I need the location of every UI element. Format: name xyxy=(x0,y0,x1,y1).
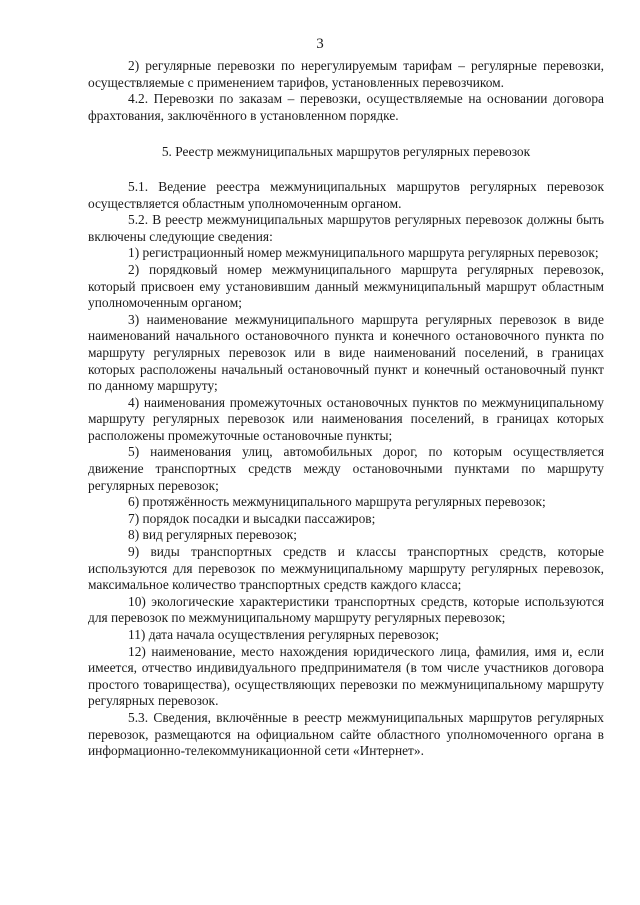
page-number: 3 xyxy=(316,36,324,52)
list-item-6: 6) протяжённость межмуниципального маршрута регулярных перевозок; xyxy=(128,494,546,510)
item-5-3: 5.3. Сведения, включённые в реестр межмуниципальных маршрутов регулярных перевозок, размещаются на официальном сайте областного уполномоченного органа в информационно-телекоммуникационной сети «Интернет». xyxy=(88,709,604,759)
item-5-2: 5.2. В реестр межмуниципальных маршрутов регулярных перевозок должны быть включены следующие сведения: xyxy=(88,212,604,244)
list-item-5: 5) наименования улиц, автомобильных дорог, по которым осуществляется движение транспортных средств между остановочными пунктами по маршруту регулярных перевозок; xyxy=(88,444,604,493)
list-item-7: 7) порядок посадки и высадки пассажиров; xyxy=(128,510,376,526)
list-item-9: 9) виды транспортных средств и классы транспортных средств, которые используются для перевозок по межмуниципальному маршруту регулярных перевозок, максимальное количество транспортных средств каждого класса; xyxy=(88,544,604,593)
list-item-2: 2) порядковый номер межмуниципального маршрута регулярных перевозок, который присвоен ему установившим данный межмуниципальный маршрут областным уполномоченным органом; xyxy=(88,261,604,311)
list-item-11: 11) дата начала осуществления регулярных перевозок; xyxy=(128,627,440,642)
list-item-1: 1) регистрационный номер межмуниципального маршрута регулярных перевозок; xyxy=(128,245,599,261)
list-item-3: 3) наименование межмуниципального маршрута регулярных перевозок в виде наименований начального остановочного пункта и конечного остановочного пункта по маршруту регулярных перевозок или в виде наименований поселений, в границах которых расположены начальный остановочный пункт и конечный остановочный пункт по данному маршруту; xyxy=(88,311,604,394)
item-5-1: 5.1. Ведение реестра межмуниципальных маршрутов регулярных перевозок осуществляется областным уполномоченным органом. xyxy=(88,178,604,211)
section-heading: 5. Реестр межмуниципальных маршрутов регулярных перевозок xyxy=(161,144,531,160)
list-item-4: 4) наименования промежуточных остановочных пунктов по межмуниципальному маршруту регулярных перевозок или наименования поселений, в границах которых расположены промежуточные остановочные пункты; xyxy=(88,394,604,443)
paragraph-regular-unregulated: 2) регулярные перевозки по нерегулируемым тарифам – регулярные перевозки, осуществляемые с применением тарифов, установленных перевозчиком. xyxy=(88,58,604,90)
paragraph-4-2: 4.2. Перевозки по заказам – перевозки, осуществляемые на основании договора фрахтования, заключённого в установленном порядке. xyxy=(88,91,604,123)
list-item-12: 12) наименование, место нахождения юридического лица, фамилия, имя и, если имеется, отчество индивидуального предпринимателя (в том числе участников договора простого товарищества), осуществляющих перевозки по межмуниципальному маршруту регулярных перевозок. xyxy=(88,643,604,709)
list-item-10: 10) экологические характеристики транспортных средств, которые используются для перевозок по межмуниципальному маршруту регулярных перевозок; xyxy=(88,593,604,626)
document-body xyxy=(88,58,604,760)
list-item-8: 8) вид регулярных перевозок; xyxy=(128,527,297,543)
